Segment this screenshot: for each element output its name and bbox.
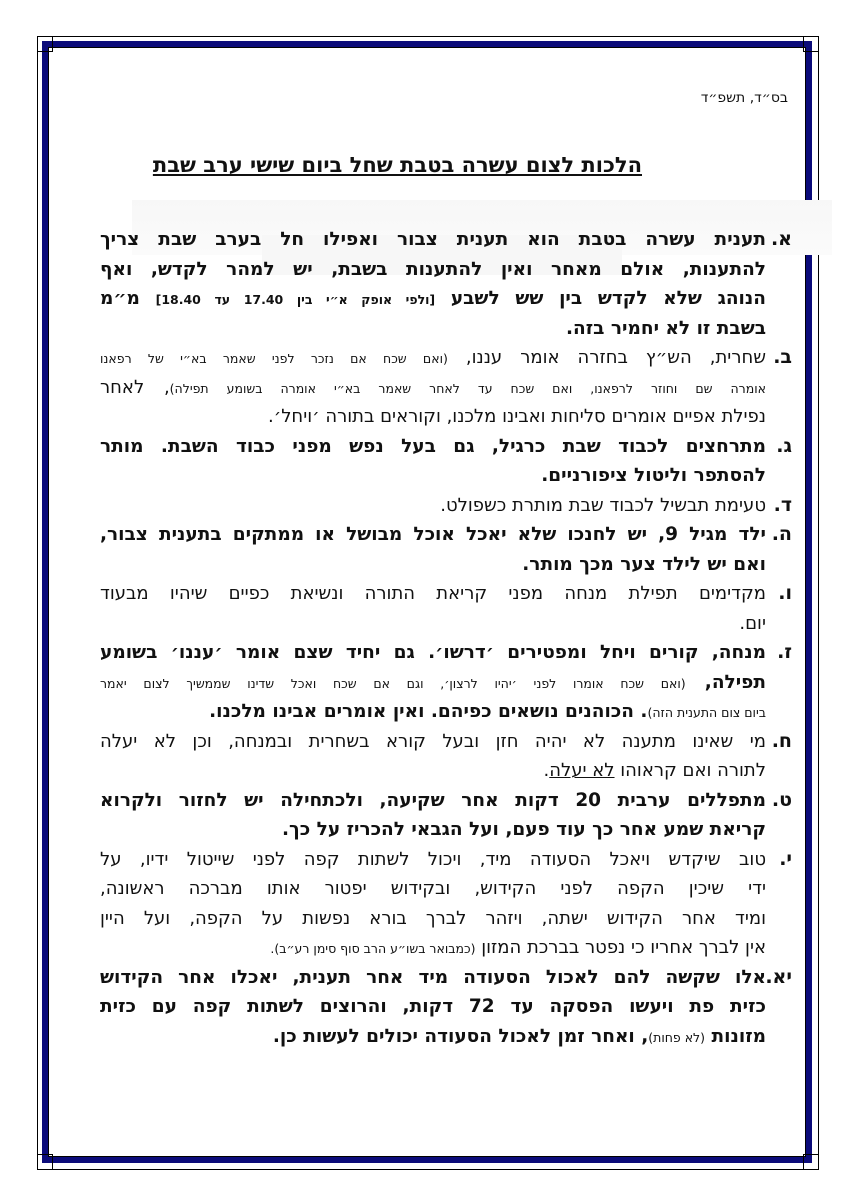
text-line bbox=[100, 963, 766, 993]
text-run: . הכוהנים נושאים כפיהם. ואין אומרים אבינו מלכנו. bbox=[209, 701, 648, 722]
item-text bbox=[100, 638, 766, 727]
text-run: להתענות, אולם מאחר ואין להתענות בשבת, יש למהר לקדש, ואף bbox=[100, 258, 766, 280]
text-run: מזונות bbox=[705, 1025, 766, 1047]
header-bsd-date: בס״ד, תשפ״ד bbox=[700, 90, 788, 106]
text-line bbox=[100, 520, 766, 550]
text-line bbox=[100, 550, 766, 580]
border-corner-ornament bbox=[37, 1154, 53, 1170]
text-run: ומיד אחר הקידוש ישתה, ויזהר לברך בורא נפשות על הקפה, ועל היין bbox=[100, 907, 766, 929]
item-label: ח. bbox=[771, 729, 792, 752]
text-run: מקדימים תפילת מנחה מפני קריאת התורה ונשיאת כפיים שיהיו מבעוד bbox=[100, 583, 766, 604]
text-line bbox=[100, 461, 766, 491]
item-text bbox=[100, 343, 766, 432]
text-run: אין לברך אחריו כי נפטר בברכת המזון bbox=[475, 937, 766, 958]
text-run: (כמבואר בשו״ע הרב סוף סימן רע״ב). bbox=[270, 941, 476, 956]
text-run: ביום צום התענית הזה) bbox=[647, 705, 766, 720]
text-run: , ואחר זמן לאכול הסעודה יכולים לעשות כן. bbox=[272, 1025, 649, 1047]
text-line bbox=[100, 373, 766, 403]
text-run: שחרית, הש״ץ בחזרה אומר עננו, bbox=[447, 347, 766, 368]
text-run: תפילה, bbox=[685, 671, 766, 693]
item-label: א. bbox=[770, 228, 792, 250]
text-line bbox=[100, 343, 766, 373]
list-item bbox=[100, 579, 792, 638]
text-run: מ״מ bbox=[100, 288, 156, 309]
text-line bbox=[100, 874, 766, 904]
text-run: (לא פחות) bbox=[648, 1029, 706, 1045]
text-run: קריאת שמע אחר כך עוד פעם, ועל הגבאי להכריז על כך. bbox=[282, 819, 766, 840]
text-run: תענית עשרה בטבת הוא תענית צבור ואפילו חל בערב שבת צריך bbox=[100, 229, 766, 250]
item-text bbox=[100, 727, 766, 786]
item-label: ו. bbox=[778, 582, 792, 604]
text-line bbox=[100, 314, 766, 344]
list-item bbox=[100, 432, 792, 491]
item-label: ד. bbox=[773, 493, 792, 516]
text-run: מתרחצים לכבוד שבת כרגיל, גם בעל נפש מפני כבוד השבת. מותר bbox=[100, 435, 766, 457]
text-line bbox=[100, 786, 766, 816]
text-run: יום. bbox=[739, 612, 766, 634]
text-line bbox=[100, 697, 766, 727]
text-run: (ואם שכח אומרו לפני ׳יהיו לרצון׳, וגם אם שכח ואכל שדינו שממשיך לצום יאמר bbox=[100, 675, 686, 691]
item-text bbox=[100, 432, 766, 491]
item-text bbox=[100, 225, 766, 343]
item-text bbox=[100, 963, 766, 1052]
list-item bbox=[100, 638, 792, 727]
text-run: אלו שקשה להם לאכול הסעודה מיד אחר תענית, יאכלו אחר הקידוש bbox=[100, 966, 766, 988]
text-line bbox=[100, 402, 766, 432]
text-line bbox=[100, 638, 766, 668]
item-text bbox=[100, 491, 766, 521]
item-text bbox=[100, 786, 766, 845]
text-run: [ולפי אופק א״י בין 17.40 עד 18.40] bbox=[155, 292, 436, 307]
text-line bbox=[100, 491, 766, 521]
item-label: י. bbox=[779, 847, 792, 870]
text-line bbox=[100, 284, 766, 314]
text-run: ואם יש לילד צער מכך מותר. bbox=[522, 553, 766, 575]
list-item bbox=[100, 786, 792, 845]
list-item bbox=[100, 963, 792, 1052]
halachot-list bbox=[100, 225, 792, 1051]
list-item bbox=[100, 225, 792, 343]
text-run: נפילת אפיים אומרים סליחות ואבינו מלכנו, וקוראים בתורה ׳ויחל׳. bbox=[268, 406, 766, 427]
text-line bbox=[100, 756, 766, 786]
item-label: ב. bbox=[773, 346, 792, 368]
text-run: ידי שיכין הקפה לפני הקידוש, ובקידוש יפטור אותו מברכה ראשונה, bbox=[100, 878, 766, 899]
border-corner-ornament bbox=[37, 36, 53, 52]
list-item bbox=[100, 491, 792, 521]
text-line bbox=[100, 727, 766, 757]
text-run: , לאחר bbox=[100, 376, 170, 398]
text-run: מתפללים ערבית 20 דקות אחר שקיעה, ולכתחילה יש לחזור ולקרוא bbox=[100, 789, 767, 811]
text-line bbox=[100, 225, 766, 255]
text-run: טוב שיקדש ויאכל הסעודה מיד, ויכול לשתות קפה לפני שייטול ידיו, על bbox=[100, 848, 766, 870]
list-item bbox=[100, 343, 792, 432]
text-line bbox=[100, 904, 766, 934]
text-line bbox=[100, 255, 766, 285]
text-run: מי שאינו מתענה לא יהיה חזן ובעל קורא בשחרית ובמנחה, וכן לא יעלה bbox=[100, 730, 766, 752]
list-item bbox=[100, 727, 792, 786]
text-line bbox=[100, 992, 766, 1022]
text-run: אומרה שם וחוזר לרפאנו, ואם שכח עד לאחר שאמר בא״י אומרה בשומע תפילה) bbox=[169, 380, 766, 396]
item-label: ג. bbox=[776, 434, 792, 457]
text-line bbox=[100, 668, 766, 698]
list-item bbox=[100, 845, 792, 963]
text-line bbox=[100, 609, 766, 639]
text-line bbox=[100, 845, 766, 875]
item-label: יא. bbox=[765, 965, 792, 988]
text-run: (ואם שכח אם נזכר לפני שאמר בא״י של רפאנו bbox=[100, 351, 448, 366]
text-run: לתורה ואם קראוהו bbox=[614, 760, 766, 781]
text-run: לא יעלה bbox=[549, 760, 615, 781]
item-text bbox=[100, 579, 766, 638]
border-corner-ornament bbox=[803, 1154, 819, 1170]
text-run: כזית פת ויעשו הפסקה עד 72 דקות, והרוצים לשתות קפה עם כזית bbox=[100, 996, 766, 1017]
item-label: ז. bbox=[777, 641, 792, 663]
text-run: בשבת זו לא יחמיר בזה. bbox=[566, 317, 766, 339]
document-title: הלכות לצום עשרה בטבת שחל ביום שישי ערב שבת bbox=[152, 153, 642, 177]
list-item bbox=[100, 520, 792, 579]
text-run: ילד מגיל 9, יש לחנכו שלא יאכל אוכל מבושל או ממתקים בתענית צבור, bbox=[100, 524, 766, 545]
text-line bbox=[100, 933, 766, 963]
text-run: . bbox=[543, 760, 550, 781]
border-corner-ornament bbox=[803, 36, 819, 52]
text-line bbox=[100, 815, 766, 845]
text-run: הנוהג שלא לקדש בין שש לשבע bbox=[435, 288, 766, 309]
item-label: ט. bbox=[771, 788, 792, 811]
text-run: להסתפר וליטול ציפורניים. bbox=[541, 465, 766, 486]
item-text bbox=[100, 520, 766, 579]
text-run: מנחה, קורים ויחל ומפטירים ׳דרשו׳. גם יחיד שצם אומר ׳עננו׳ בשומע bbox=[100, 642, 766, 663]
text-line bbox=[100, 432, 766, 462]
text-line bbox=[100, 579, 766, 609]
text-line bbox=[100, 1022, 766, 1052]
item-label: ה. bbox=[771, 523, 792, 545]
item-text bbox=[100, 845, 766, 963]
text-run: טעימת תבשיל לכבוד שבת מותרת כשפולט. bbox=[440, 494, 766, 516]
